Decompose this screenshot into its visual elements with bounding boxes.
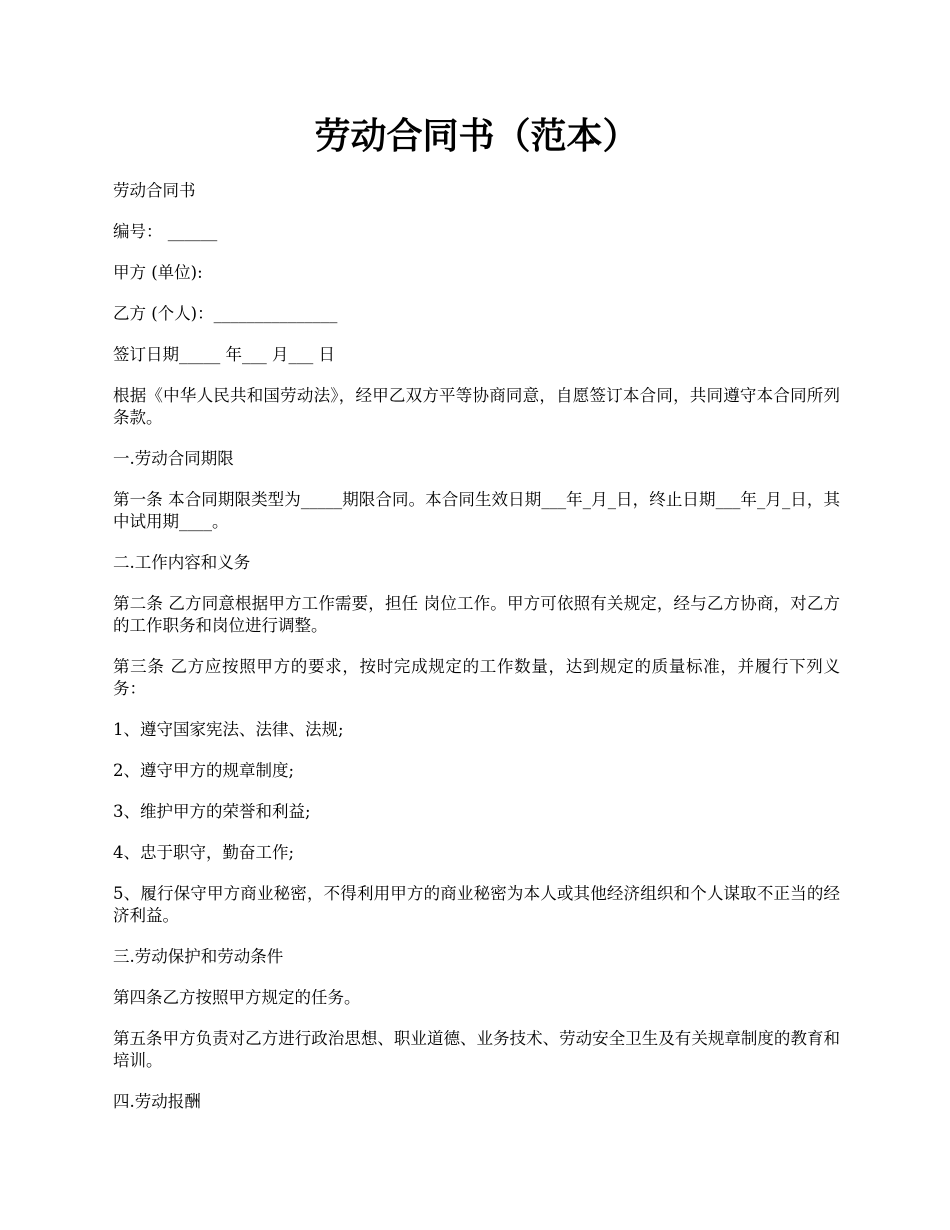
duty-item-1: 1、遵守国家宪法、法律、法规; xyxy=(113,720,344,739)
article-3: 第三条 乙方应按照甲方的要求，按时完成规定的工作数量，达到规定的质量标准，并履行下列义务： xyxy=(113,657,840,698)
document-body xyxy=(113,180,840,1132)
contract-heading: 劳动合同书 xyxy=(113,181,196,200)
party-a-line: 甲方 (单位): xyxy=(113,263,203,282)
article-1: 第一条 本合同期限类型为_____期限合同。本合同生效日期___年_月_日，终止日期___年_月_日，其中试用期____。 xyxy=(113,490,840,531)
party-b-line: 乙方 (个人)：_______________ xyxy=(113,304,338,323)
section-heading-duties: 二.工作内容和义务 xyxy=(113,553,251,572)
preamble-paragraph: 根据《中华人民共和国劳动法》，经甲乙双方平等协商同意，自愿签订本合同，共同遵守本合同所列条款。 xyxy=(113,386,840,427)
signing-date-line: 签订日期_____ 年___ 月___ 日 xyxy=(113,345,335,364)
contract-number-line: 编号： ______ xyxy=(113,222,218,241)
article-2: 第二条 乙方同意根据甲方工作需要，担任 岗位工作。甲方可依照有关规定，经与乙方协商，对乙方的工作职务和岗位进行调整。 xyxy=(113,594,840,635)
article-5: 第五条甲方负责对乙方进行政治思想、职业道德、业务技术、劳动安全卫生及有关规章制度的教育和培训。 xyxy=(113,1029,840,1070)
duty-item-4: 4、忠于职守，勤奋工作; xyxy=(113,843,295,862)
duty-item-5: 5、履行保守甲方商业秘密，不得利用甲方的商业秘密为本人或其他经济组织和个人谋取不正当的经济利益。 xyxy=(113,884,840,925)
document-title: 劳动合同书（范本） xyxy=(314,115,639,157)
article-4: 第四条乙方按照甲方规定的任务。 xyxy=(113,988,361,1007)
section-heading-term: 一.劳动合同期限 xyxy=(113,449,234,468)
duty-item-3: 3、维护甲方的荣誉和利益; xyxy=(113,802,311,821)
duty-item-2: 2、遵守甲方的规章制度; xyxy=(113,761,295,780)
section-heading-protection: 三.劳动保护和劳动条件 xyxy=(113,947,284,966)
section-heading-remuneration: 四.劳动报酬 xyxy=(113,1092,201,1111)
